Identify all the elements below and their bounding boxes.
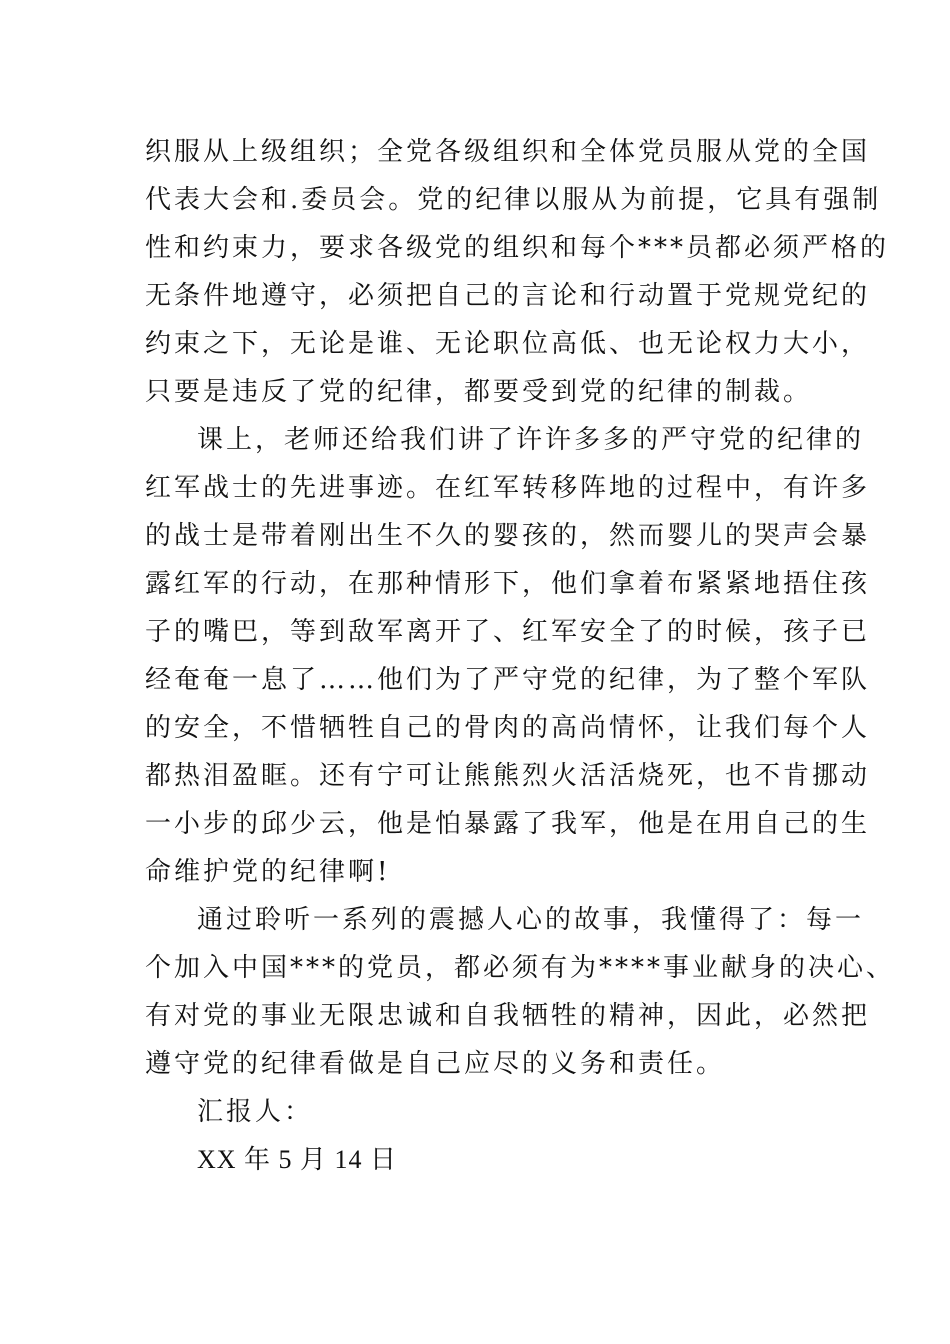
report-date: XX 年 5 月 14 日 bbox=[197, 1145, 398, 1174]
text-line: 的战士是带着刚出生不久的婴孩的，然而婴儿的哭声会暴 bbox=[145, 521, 871, 551]
paragraph-3 bbox=[145, 896, 896, 1088]
text-line: 一小步的邱少云，他是怕暴露了我军，他是在用自己的生 bbox=[145, 809, 871, 839]
reporter-label: 汇报人： bbox=[197, 1097, 314, 1127]
document-body bbox=[145, 128, 896, 1184]
text-line: 织服从上级组织；全党各级组织和全体党员服从党的全国 bbox=[145, 137, 871, 167]
paragraph-2 bbox=[145, 416, 871, 896]
paragraph-1 bbox=[145, 128, 890, 416]
text-line: 个加入中国***的党员，都必须有为****事业献身的决心、 bbox=[145, 953, 896, 983]
text-line: 有对党的事业无限忠诚和自我牺牲的精神，因此，必然把 bbox=[145, 1001, 871, 1031]
text-line: 性和约束力，要求各级党的组织和每个***员都必须严格的 bbox=[145, 233, 890, 263]
text-line: 只要是违反了党的纪律，都要受到党的纪律的制裁。 bbox=[145, 377, 813, 407]
text-line: 红军战士的先进事迹。在红军转移阵地的过程中，有许多 bbox=[145, 473, 871, 503]
text-line: 都热泪盈眶。还有宁可让熊熊烈火活活烧死，也不肯挪动 bbox=[145, 761, 871, 791]
text-line: 子的嘴巴，等到敌军离开了、红军安全了的时候，孩子已 bbox=[145, 617, 871, 647]
text-line: 课上，老师还给我们讲了许许多多的严守党的纪律的 bbox=[197, 425, 865, 455]
text-line: 无条件地遵守，必须把自己的言论和行动置于党规党纪的 bbox=[145, 281, 871, 311]
text-line: 通过聆听一系列的震撼人心的故事，我懂得了：每一 bbox=[197, 905, 865, 935]
text-line: 约束之下，无论是谁、无论职位高低、也无论权力大小， bbox=[145, 329, 871, 359]
text-line: 露红军的行动，在那种情形下，他们拿着布紧紧地捂住孩 bbox=[145, 569, 871, 599]
text-line: 命维护党的纪律啊! bbox=[145, 857, 391, 887]
text-line: 的安全，不惜牺牲自己的骨肉的高尚情怀，让我们每个人 bbox=[145, 713, 871, 743]
text-line: 经奄奄一息了……他们为了严守党的纪律，为了整个军队 bbox=[145, 665, 871, 695]
text-line: 遵守党的纪律看做是自己应尽的义务和责任。 bbox=[145, 1049, 726, 1079]
text-line: 代表大会和.委员会。党的纪律以服从为前提，它具有强制 bbox=[145, 185, 882, 215]
